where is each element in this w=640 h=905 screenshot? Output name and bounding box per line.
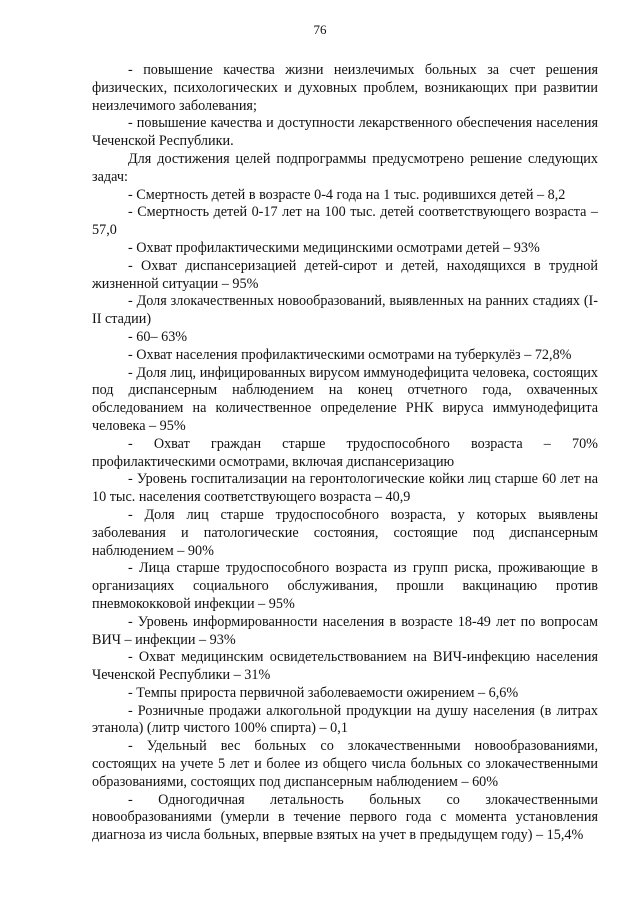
paragraph: - Доля лиц старше трудоспособного возраста, у которых выявлены заболевания и патологические состояния, состоящие под диспансерным наблюдением – 90% (92, 506, 598, 559)
paragraph: - Смертность детей в возрасте 0-4 года на 1 тыс. родившихся детей – 8,2 (128, 186, 566, 203)
paragraph: - Смертность детей 0-17 лет на 100 тыс. детей соответствующего возраста – 57,0 (92, 204, 598, 239)
paragraph: - Доля лиц, инфицированных вирусом иммунодефицита человека, состоящих под диспансерным наблюдением на конец отчетного года, охваченных обследованием на количественное определение РНК вируса иммунодефицита человека – 95% (92, 364, 598, 434)
paragraph: - Лица старше трудоспособного возраста из групп риска, проживающие в организациях социального обслуживания, прошли вакцинацию против пневмококковой инфекции – 95% (92, 560, 598, 612)
paragraph: - Уровень госпитализации на геронтологические койки лиц старше 60 лет на 10 тыс. населения соответствующего возраста – 40,9 (92, 471, 598, 506)
paragraph: - Удельный вес больных со злокачественными новообразованиями, состоящих на учете 5 лет и более из общего числа больных со злокачественными образованиями, состоящих под диспансерным наблюдением – 60% (92, 738, 598, 790)
paragraph: - Охват медицинским освидетельствованием на ВИЧ-инфекцию населения Чеченской Республики – 31% (92, 649, 598, 684)
document-body (92, 62, 598, 845)
paragraph: - повышение качества жизни неизлечимых больных за счет решения физических, психологических и духовных проблем, возникающих при развитии неизлечимого заболевания; (92, 62, 598, 114)
paragraph: - Розничные продажи алкогольной продукции на душу населения (в литрах этанола) (литр чистого 100% спирта) – 0,1 (92, 702, 598, 737)
paragraph: - Охват граждан старше трудоспособного возраста – 70% профилактическими осмотрами, включая диспансеризацию (92, 435, 598, 470)
paragraph: - Темпы прироста первичной заболеваемости ожирением – 6,6% (128, 684, 519, 701)
paragraph: - Одногодичная летальность больных со злокачественными новообразованиями (умерли в течение первого года с момента установления диагноза из числа больных, впервые взятых на учет в предыдущем году) – 15,4% (92, 791, 598, 844)
paragraph: Для достижения целей подпрограммы предусмотрено решение следующих задач: (92, 150, 598, 185)
paragraph: - Охват профилактическими медицинскими осмотрами детей – 93% (128, 239, 540, 256)
paragraph: - 60– 63% (128, 328, 188, 345)
paragraph: - Охват диспансеризацией детей-сирот и детей, находящихся в трудной жизненной ситуации – 95% (92, 257, 598, 292)
paragraph: - Доля злокачественных новообразований, выявленных на ранних стадиях (I-II стадии) (92, 293, 598, 328)
paragraph: - повышение качества и доступности лекарственного обеспечения населения Чеченской Республики. (92, 115, 598, 150)
paragraph: - Уровень информированности населения в возрасте 18-49 лет по вопросам ВИЧ – инфекции – 93% (92, 613, 598, 648)
page-number: 76 (313, 22, 327, 37)
paragraph: - Охват населения профилактическими осмотрами на туберкулёз – 72,8% (128, 346, 572, 363)
